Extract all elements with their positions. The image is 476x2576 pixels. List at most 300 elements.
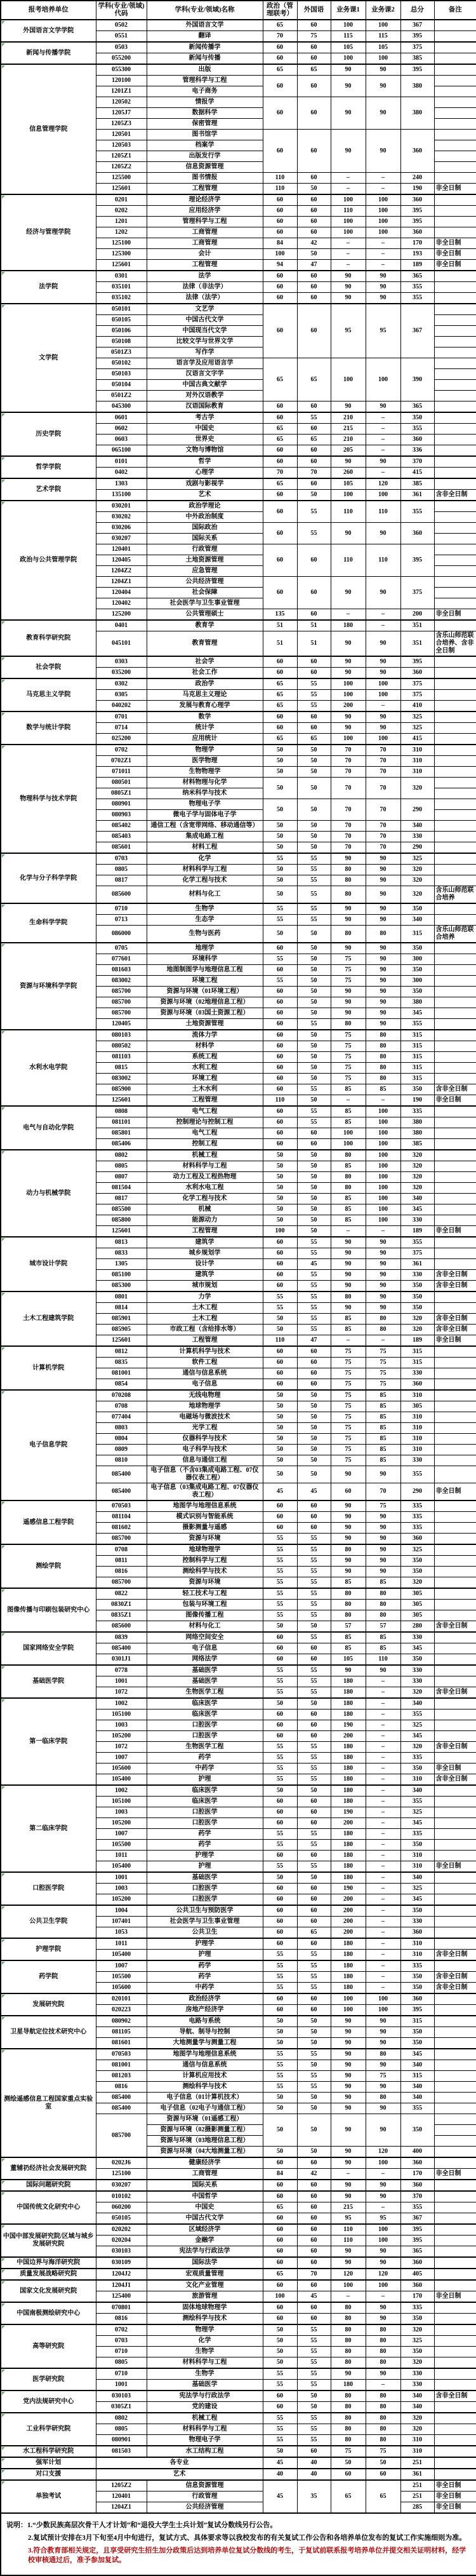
- politics-score-cell: 60: [263, 1106, 297, 1117]
- course1-score-cell: 110: [331, 2235, 366, 2246]
- subject-name-cell: 材料工程: [147, 842, 263, 854]
- subject-name-cell: 包装与环境工程: [147, 1600, 263, 1610]
- subject-code-cell: 081603: [96, 965, 147, 976]
- remark-cell: [434, 1534, 476, 1545]
- total-score-cell: 315: [400, 1063, 434, 1074]
- subject-name-cell: 档案学: [147, 140, 263, 151]
- course2-score-cell: –: [366, 184, 400, 195]
- course2-score-cell: –: [366, 1861, 400, 1873]
- total-score-cell: 345: [400, 1204, 434, 1215]
- total-score-cell: 340: [400, 2082, 434, 2093]
- course1-score-cell: 95: [331, 304, 366, 358]
- total-score-cell: 395: [400, 217, 434, 227]
- course1-score-cell: 190: [331, 1807, 366, 1818]
- course2-score-cell: 90: [366, 2103, 400, 2114]
- course2-score-cell: 80: [366, 2324, 400, 2336]
- foreign-language-score-cell: 55: [297, 678, 331, 690]
- foreign-language-score-cell: 55: [297, 1084, 331, 1095]
- course2-score-cell: 95: [366, 304, 400, 358]
- course2-score-cell: 80: [366, 2347, 400, 2357]
- course2-score-cell: 75: [366, 1500, 400, 1512]
- subject-code-cell: 085400: [96, 2103, 147, 2114]
- politics-score-cell: 100: [263, 249, 297, 260]
- course1-score-cell: 90: [331, 2147, 366, 2158]
- foreign-language-score-cell: 60: [297, 723, 331, 734]
- subject-name-cell: 计算机应用技术: [147, 2071, 263, 2082]
- foreign-language-score-cell: 50: [297, 997, 331, 1008]
- course2-score-cell: –: [366, 2380, 400, 2391]
- politics-score-cell: 60: [263, 97, 297, 130]
- course2-score-cell: –: [366, 1905, 400, 1917]
- subject-code-cell: 1001: [96, 1872, 147, 1884]
- course2-score-cell: –: [366, 1687, 400, 1699]
- course1-score-cell: 180: [331, 1972, 366, 1983]
- subject-name-cell: 工程管理: [147, 1095, 263, 1107]
- table-row: [1, 1346, 476, 1358]
- subject-name-cell: 中药学: [147, 1983, 263, 1994]
- subject-code-cell: 085400: [96, 1466, 147, 1483]
- subject-name-cell: 国际关系: [147, 534, 263, 544]
- remark-cell: [434, 1588, 476, 1600]
- course1-score-cell: 205: [331, 445, 366, 457]
- course2-score-cell: 100: [366, 2224, 400, 2235]
- subject-name-cell: 资源与环境: [147, 1534, 263, 1545]
- total-score-cell: 350: [400, 1972, 434, 1983]
- foreign-language-score-cell: 60: [297, 1797, 331, 1807]
- remark-cell: [434, 1567, 476, 1577]
- course1-score-cell: 110: [331, 544, 366, 577]
- foreign-language-score-cell: 55: [297, 1742, 331, 1753]
- subject-name-cell: 电子信息: [147, 1643, 263, 1654]
- subject-code-cell: 085403: [96, 832, 147, 842]
- total-score-cell: 360: [400, 1534, 434, 1545]
- course1-score-cell: 90: [331, 1466, 366, 1483]
- total-score-cell: 310: [400, 1390, 434, 1401]
- subject-name-cell: 中国史: [147, 424, 263, 435]
- politics-score-cell: 60: [263, 523, 297, 544]
- course1-score-cell: 85: [331, 1204, 366, 1215]
- remark-cell: [434, 1194, 476, 1204]
- subject-code-cell: 0805: [96, 2357, 147, 2369]
- total-score-cell: 305: [400, 1610, 434, 1621]
- foreign-language-score-cell: 55: [297, 886, 331, 904]
- subject-name-cell: 光学工程: [147, 1423, 263, 1434]
- unit-cell: 资源与环境科学学院: [1, 943, 96, 1030]
- subject-code-cell: 080903: [96, 810, 147, 821]
- total-score-cell: 335: [400, 1523, 434, 1534]
- total-score-cell: 365: [400, 2246, 434, 2258]
- unit-cell: 生命科学学院: [1, 903, 96, 943]
- subject-code-cell: 120401: [96, 544, 147, 555]
- foreign-language-score-cell: 55: [297, 1774, 331, 1786]
- total-score-cell: 360: [400, 227, 434, 238]
- course2-score-cell: 80: [366, 2424, 400, 2435]
- subject-code-cell: 055300: [96, 64, 147, 76]
- subject-name-cell: 汉语国际教育: [147, 401, 263, 413]
- course2-score-cell: 80: [366, 1610, 400, 1621]
- course1-score-cell: 75: [331, 1379, 366, 1391]
- total-score-cell: 345: [400, 1008, 434, 1019]
- subject-code-cell: 0602: [96, 424, 147, 435]
- subject-code-cell: 125400: [96, 2291, 147, 2303]
- subject-code-cell: 080501: [96, 778, 147, 788]
- politics-score-cell: 60: [263, 1139, 297, 1150]
- course2-score-cell: 65: [366, 2480, 400, 2513]
- course1-score-cell: 80: [331, 2413, 366, 2424]
- unit-cell: 水利水电学院: [1, 1030, 96, 1106]
- remark-cell: [434, 1851, 476, 1861]
- table-row: [1, 1872, 476, 1884]
- course2-score-cell: –: [366, 1884, 400, 1894]
- foreign-language-score-cell: 60: [297, 2280, 331, 2291]
- course1-score-cell: 110: [331, 501, 366, 523]
- foreign-language-score-cell: 60: [297, 2213, 331, 2225]
- course1-score-cell: 70: [331, 756, 366, 767]
- course2-score-cell: 100: [366, 227, 400, 238]
- total-score-cell: 315: [400, 1052, 434, 1063]
- foreign-language-score-cell: 55: [297, 1972, 331, 1983]
- subject-name-cell: 口腔医学: [147, 1720, 263, 1731]
- foreign-language-score-cell: 50: [297, 2027, 331, 2038]
- total-score-cell: 395: [400, 544, 434, 577]
- politics-score-cell: 65: [263, 435, 297, 445]
- subject-code-cell: 0805: [96, 2424, 147, 2435]
- foreign-language-score-cell: 65: [297, 64, 331, 76]
- table-row: [1, 745, 476, 756]
- total-score-cell: 350: [400, 1905, 434, 1917]
- subject-name-cell: 系统工程: [147, 1052, 263, 1063]
- subject-code-cell: 1053: [96, 1927, 147, 1939]
- course2-score-cell: 90: [366, 668, 400, 679]
- remark-cell: 含非全日制: [434, 1325, 476, 1335]
- politics-score-cell: 60: [263, 2246, 297, 2258]
- course1-score-cell: 180: [331, 1687, 366, 1699]
- course2-score-cell: 90: [366, 1665, 400, 1676]
- course2-score-cell: 75: [366, 1379, 400, 1391]
- table-row: [1, 620, 476, 631]
- foreign-language-score-cell: 60: [297, 609, 331, 621]
- course1-score-cell: 80: [331, 1019, 366, 1030]
- remark-cell: [434, 304, 476, 315]
- remark-cell: 非全日制: [434, 2502, 476, 2514]
- total-score-cell: 189: [400, 260, 434, 271]
- foreign-language-score-cell: 50: [297, 1621, 331, 1633]
- remark-cell: [434, 2413, 476, 2424]
- foreign-language-score-cell: 40: [297, 2457, 331, 2469]
- subject-name-cell: 宪法学与行政法学: [147, 2391, 263, 2402]
- remark-cell: [434, 1676, 476, 1687]
- foreign-language-score-cell: 55: [297, 1687, 331, 1699]
- remark-cell: [434, 31, 476, 43]
- table-row: [1, 2157, 476, 2169]
- remark-cell: [434, 1556, 476, 1567]
- course1-score-cell: 80: [331, 2391, 366, 2402]
- foreign-language-score-cell: 50: [297, 756, 331, 767]
- remark-cell: [434, 588, 476, 598]
- total-score-cell: 340: [400, 2093, 434, 2103]
- total-score-cell: 395: [400, 2235, 434, 2246]
- politics-score-cell: 60: [263, 1084, 297, 1095]
- subject-code-cell: 085700: [96, 1577, 147, 1589]
- remark-cell: [434, 1215, 476, 1226]
- politics-score-cell: 65: [263, 690, 297, 701]
- unit-cell: 测绘学院: [1, 1544, 96, 1588]
- subject-code-cell: 0202J6: [96, 2157, 147, 2169]
- foreign-language-score-cell: 55: [297, 1534, 331, 1545]
- course2-score-cell: 80: [366, 1314, 400, 1325]
- table-row: [1, 711, 476, 723]
- total-score-cell: 360: [400, 2280, 434, 2291]
- politics-score-cell: 65: [263, 20, 297, 31]
- subject-name-cell: 资源与环境（01遥感工程）: [147, 2114, 263, 2125]
- remark-cell: [434, 555, 476, 566]
- foreign-language-score-cell: 55: [297, 853, 331, 865]
- subject-code-cell: 0805Z1: [96, 788, 147, 799]
- foreign-language-score-cell: 60: [297, 1346, 331, 1358]
- foreign-language-score-cell: 50: [297, 1466, 331, 1483]
- subject-code-cell: 083002: [96, 1074, 147, 1084]
- remark-cell: [434, 2257, 476, 2269]
- remark-cell: [434, 227, 476, 238]
- remark-cell: [434, 1204, 476, 1215]
- politics-score-cell: 60: [263, 490, 297, 501]
- course1-score-cell: 90: [331, 1281, 366, 1292]
- subject-name-cell: 集成电路工程: [147, 832, 263, 842]
- subject-name-cell: 应用统计: [147, 734, 263, 745]
- course1-score-cell: 90: [331, 2257, 366, 2269]
- course1-score-cell: 100: [331, 690, 366, 701]
- subject-name-cell: 出版: [147, 64, 263, 76]
- remark-cell: 非全日制: [434, 1763, 476, 1774]
- total-score-cell: 310: [400, 767, 434, 778]
- course1-score-cell: 80: [331, 1150, 366, 1161]
- total-score-cell: 315: [400, 1358, 434, 1368]
- foreign-language-score-cell: 50: [297, 1041, 331, 1052]
- course2-score-cell: 70: [366, 767, 400, 778]
- course1-score-cell: 180: [331, 1938, 366, 1950]
- politics-score-cell: 50: [263, 1455, 297, 1466]
- table-row: [1, 2413, 476, 2424]
- total-score-cell: 350: [400, 1281, 434, 1292]
- course1-score-cell: 90: [331, 631, 366, 657]
- unit-cell: 护理学院: [1, 1938, 96, 1960]
- remark-cell: [434, 1785, 476, 1797]
- subject-name-cell: 材料科学与工程: [147, 1161, 263, 1172]
- course2-score-cell: 85: [366, 1390, 400, 1401]
- subject-code-cell: 035101: [96, 282, 147, 293]
- subject-code-cell: 120502: [96, 97, 147, 108]
- foreign-language-score-cell: 60: [297, 1894, 331, 1906]
- foreign-language-score-cell: 35: [297, 2480, 331, 2513]
- course2-score-cell: –: [366, 1894, 400, 1906]
- course2-score-cell: 120: [366, 2147, 400, 2158]
- total-score-cell: 170: [400, 238, 434, 249]
- subject-code-cell: 1201Z1: [96, 86, 147, 97]
- politics-score-cell: 60: [263, 2314, 297, 2325]
- subject-name-cell: 艺术: [147, 490, 263, 501]
- total-score-cell: 351: [400, 631, 434, 657]
- politics-score-cell: 60: [263, 2235, 297, 2246]
- total-score-cell: 370: [400, 2191, 434, 2202]
- subject-code-cell: 030206: [96, 523, 147, 534]
- subject-name-cell: 测绘科学与技术: [147, 1567, 263, 1577]
- course2-score-cell: –: [366, 2291, 400, 2303]
- foreign-language-score-cell: 60: [297, 1128, 331, 1139]
- unit-cell: 公共卫生学院: [1, 1905, 96, 1938]
- course2-score-cell: –: [366, 2202, 400, 2213]
- remark-cell: 含非全日制: [434, 2391, 476, 2402]
- foreign-language-score-cell: 50: [297, 1434, 331, 1445]
- foreign-language-score-cell: 75: [297, 31, 331, 43]
- remark-cell: [434, 1455, 476, 1466]
- subject-code-cell: 0201: [96, 194, 147, 206]
- politics-score-cell: 50: [263, 2446, 297, 2457]
- course1-score-cell: 90: [331, 723, 366, 734]
- remark-cell: [434, 723, 476, 734]
- politics-score-cell: 50: [263, 865, 297, 875]
- foreign-language-score-cell: 55: [297, 1291, 331, 1303]
- total-score-cell: 315: [400, 2016, 434, 2027]
- politics-score-cell: 60: [263, 2157, 297, 2169]
- subject-code-cell: 0501Z2: [96, 391, 147, 401]
- politics-score-cell: 55: [263, 1687, 297, 1699]
- course1-score-cell: 90: [331, 2114, 366, 2147]
- course1-score-cell: 90: [331, 1248, 366, 1259]
- subject-code-cell: 085700: [96, 997, 147, 1008]
- subject-name-cell: 文物与博物馆: [147, 445, 263, 457]
- subject-code-cell: 1204Z1: [96, 577, 147, 588]
- course1-score-cell: 180: [331, 1763, 366, 1774]
- subject-code-cell: 0710: [96, 2368, 147, 2380]
- total-score-cell: 351: [400, 620, 434, 631]
- subject-name-cell: 能源动力: [147, 1215, 263, 1226]
- subject-code-cell: 125100: [96, 2169, 147, 2180]
- subject-code-cell: 071011: [96, 767, 147, 778]
- total-score-cell: 251: [400, 2457, 434, 2469]
- course2-score-cell: 80: [366, 1041, 400, 1052]
- unit-cell: 数学与统计学院: [1, 711, 96, 745]
- subject-name-cell: 流体力学: [147, 1030, 263, 1041]
- course2-score-cell: 90: [366, 523, 400, 544]
- subject-name-cell: 基础医学: [147, 1665, 263, 1676]
- subject-name-cell: 新闻传播学: [147, 42, 263, 53]
- foreign-language-score-cell: 60: [297, 2314, 331, 2325]
- foreign-language-score-cell: 60: [297, 271, 331, 282]
- subject-name-cell: 轻工技术与工程: [147, 1588, 263, 1600]
- remark-cell: [434, 976, 476, 987]
- foreign-language-score-cell: 60: [297, 2180, 331, 2191]
- foreign-language-score-cell: 60: [297, 1368, 331, 1379]
- total-score-cell: 350: [400, 1303, 434, 1314]
- remark-cell: [434, 2191, 476, 2202]
- total-score-cell: 340: [400, 2060, 434, 2071]
- total-score-cell: 190: [400, 1095, 434, 1107]
- subject-code-cell: 0710: [96, 2347, 147, 2357]
- course1-score-cell: 85: [331, 1325, 366, 1335]
- course2-score-cell: 90: [366, 1019, 400, 1030]
- subject-name-cell: 电气工程: [147, 1106, 263, 1117]
- politics-score-cell: 60: [263, 668, 297, 679]
- politics-score-cell: 60: [263, 76, 297, 97]
- course2-score-cell: 90: [366, 1534, 400, 1545]
- subject-name-cell: 信息资源管理: [147, 162, 263, 173]
- subject-name-cell: 中国古典文献学: [147, 380, 263, 391]
- subject-code-cell: 081101: [96, 1117, 147, 1128]
- total-score-cell: 360: [400, 2157, 434, 2169]
- subject-name-cell: 化学工程与技术: [147, 1194, 263, 1204]
- total-score-cell: 350: [400, 903, 434, 915]
- course1-score-cell: 75: [331, 1368, 366, 1379]
- subject-code-cell: 085700: [96, 2114, 147, 2158]
- course2-score-cell: 80: [366, 2413, 400, 2424]
- politics-score-cell: 60: [263, 1632, 297, 1643]
- total-score-cell: 350: [400, 2027, 434, 2038]
- course1-score-cell: 90: [331, 943, 366, 954]
- remark-cell: 含非全日制: [434, 1281, 476, 1292]
- course2-score-cell: 90: [366, 1523, 400, 1534]
- course2-score-cell: 90: [366, 293, 400, 304]
- politics-score-cell: 60: [263, 1797, 297, 1807]
- remark-cell: [434, 2125, 476, 2136]
- subject-code-cell: 0703: [96, 2336, 147, 2347]
- subject-name-cell: 电子信息（不含03集成电路工程、07仪器仪表工程）: [147, 1466, 263, 1483]
- remark-cell: [434, 435, 476, 445]
- table-row: [1, 678, 476, 690]
- unit-cell: 对口支援: [1, 2469, 96, 2480]
- course2-score-cell: 90: [366, 401, 400, 413]
- unit-cell: 外国语言文学学院: [1, 20, 96, 42]
- remark-cell: [434, 534, 476, 544]
- politics-score-cell: 60: [263, 2224, 297, 2235]
- course2-score-cell: 90: [366, 456, 400, 468]
- politics-score-cell: 55: [263, 1829, 297, 1840]
- course2-score-cell: 90: [366, 1567, 400, 1577]
- subject-code-cell: 0808: [96, 1106, 147, 1117]
- politics-score-cell: 110: [263, 1095, 297, 1107]
- politics-score-cell: 50: [263, 2038, 297, 2049]
- subject-name-cell: 国际政治: [147, 523, 263, 534]
- remark-cell: [434, 821, 476, 832]
- total-score-cell: 350: [400, 1291, 434, 1303]
- course2-score-cell: –: [366, 1818, 400, 1829]
- foreign-language-score-cell: 55: [297, 865, 331, 875]
- remark-cell: [434, 20, 476, 31]
- foreign-language-score-cell: 55: [297, 2347, 331, 2357]
- politics-score-cell: 60: [263, 2302, 297, 2314]
- subject-code-cell: 0551: [96, 31, 147, 43]
- course2-score-cell: –: [366, 1335, 400, 1347]
- politics-score-cell: 55: [263, 2368, 297, 2380]
- course2-score-cell: 80: [366, 2402, 400, 2413]
- subject-name-cell: 公共卫生与预防医学: [147, 1905, 263, 1917]
- course2-score-cell: 80: [366, 2093, 400, 2103]
- foreign-language-score-cell: 50: [297, 1698, 331, 1709]
- politics-score-cell: 100: [263, 1226, 297, 1237]
- subject-code-cell: 085700: [96, 987, 147, 997]
- subject-name-cell: 口腔医学: [147, 1807, 263, 1818]
- total-score-cell: 355: [400, 1237, 434, 1248]
- foreign-language-score-cell: 55: [297, 1829, 331, 1840]
- unit-cell: 卫星导航定位技术研究中心: [1, 2016, 96, 2049]
- remark-cell: [434, 1938, 476, 1950]
- politics-score-cell: 55: [263, 1600, 297, 1610]
- remark-cell: [434, 76, 476, 86]
- politics-score-cell: 100: [263, 2291, 297, 2303]
- subject-code-cell: 085406: [96, 1139, 147, 1150]
- subject-name-cell: 机械: [147, 1204, 263, 1215]
- total-score-cell: 360: [400, 2257, 434, 2269]
- remark-cell: [434, 86, 476, 97]
